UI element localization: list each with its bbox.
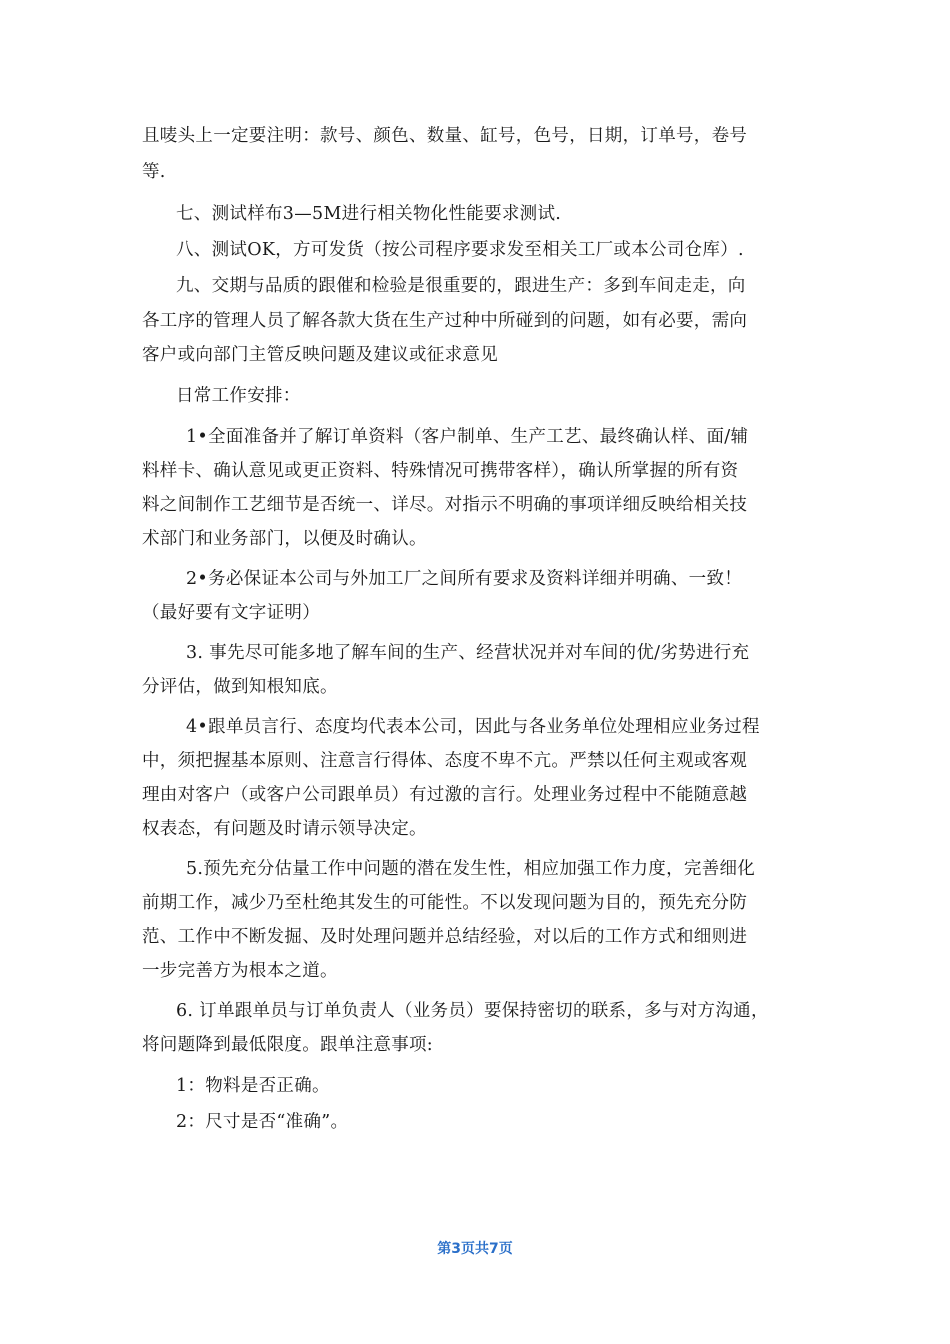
text-line: 3. 事先尽可能多地了解车间的生产、经营状况并对车间的优/劣势进行充 xyxy=(186,643,750,663)
text-line: 客户或向部门主管反映问题及建议或征求意见 xyxy=(142,345,498,365)
text-line: 4•跟单员言行、态度均代表本公司，因此与各业务单位处理相应业务过程 xyxy=(186,717,760,737)
text-line: 七、测试样布3—5M进行相关物化性能要求测试. xyxy=(176,204,562,224)
text-line: 八、测试OK，方可发货（按公司程序要求发至相关工厂或本公司仓库）. xyxy=(176,240,744,260)
text-line: 6. 订单跟单员与订单负责人（业务员）要保持密切的联系，多与对方沟通， xyxy=(176,1001,769,1021)
text-line: 权表态，有问题及时请示领导决定。 xyxy=(142,819,427,839)
text-line: 2：尺寸是否“准确”。 xyxy=(176,1112,349,1132)
text-line: 等. xyxy=(142,162,166,182)
section-heading: 日常工作安排： xyxy=(176,386,301,406)
text-line: 1•全面准备并了解订单资料（客户制单、生产工艺、最终确认样、面/辅 xyxy=(186,427,749,447)
text-line: 各工序的管理人员了解各款大货在生产过种中所碰到的问题，如有必要，需向 xyxy=(142,311,748,331)
text-line: 术部门和业务部门，以便及时确认。 xyxy=(142,529,427,549)
text-line: 且唛头上一定要注明：款号、颜色、数量、缸号，色号，日期，订单号，卷号 xyxy=(142,126,748,146)
text-line: 范、工作中不断发掘、及时处理问题并总结经验，对以后的工作方式和细则进 xyxy=(142,927,748,947)
text-line: 1：物料是否正确。 xyxy=(176,1076,330,1096)
text-line: 前期工作，减少乃至杜绝其发生的可能性。不以发现问题为目的，预先充分防 xyxy=(142,893,748,913)
text-line: 料样卡、确认意见或更正资料、特殊情况可携带客样），确认所掌握的所有资 xyxy=(142,461,739,481)
page-number-footer: 第3页共7页 xyxy=(437,1241,513,1257)
text-line: 一步完善方为根本之道。 xyxy=(142,961,338,981)
text-line: 九、交期与品质的跟催和检验是很重要的，跟进生产：多到车间走走，向 xyxy=(176,276,746,296)
text-line: 理由对客户（或客户公司跟单员）有过激的言行。处理业务过程中不能随意越 xyxy=(142,785,748,805)
document-body xyxy=(142,118,810,1140)
text-line: 将问题降到最低限度。跟单注意事项: xyxy=(142,1035,433,1055)
text-line: 料之间制作工艺细节是否统一、详尽。对指示不明确的事项详细反映给相关技 xyxy=(142,495,748,515)
text-line: 分评估，做到知根知底。 xyxy=(142,677,338,697)
text-line: 2•务必保证本公司与外加工厂之间所有要求及资料详细并明确、一致！ xyxy=(186,569,743,589)
text-line: 中，须把握基本原则、注意言行得体、态度不卑不亢。严禁以任何主观或客观 xyxy=(142,751,748,771)
text-line: （最好要有文字证明） xyxy=(142,603,320,623)
text-line: 5.预先充分估量工作中问题的潜在发生性，相应加强工作力度，完善细化 xyxy=(186,859,756,879)
